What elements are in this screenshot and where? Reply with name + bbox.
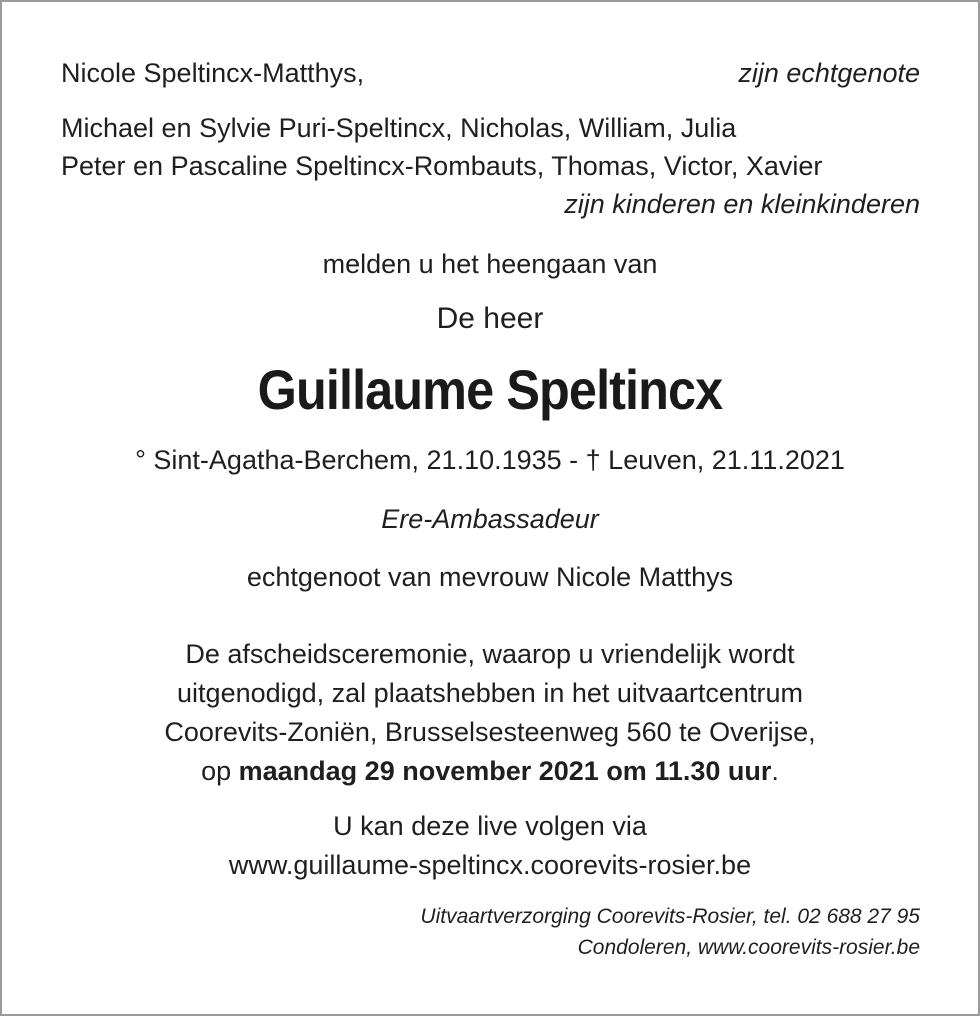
ceremony-line-3: Coorevits-Zoniën, Brusselsesteenweg 560 te Overijse, — [164, 717, 816, 747]
condolences-info: Condoleren, www.coorevits-rosier.be — [577, 936, 920, 959]
undertaker-info: Uitvaartverzorging Coorevits-Rosier, tel. 02 688 27 95 — [420, 905, 920, 928]
children-line-1: Michael en Sylvie Puri-Speltincx, Nicholas, William, Julia — [61, 113, 737, 143]
livestream-url: www.guillaume-speltincx.coorevits-rosier.be — [228, 850, 752, 880]
ceremony-date-line — [2, 754, 978, 788]
deceased-name: Guillaume Speltincx — [257, 358, 723, 421]
ceremony-date-suffix: . — [771, 756, 779, 786]
ceremony-line-2: uitgenodigd, zal plaatshebben in het uitvaartcentrum — [177, 678, 803, 708]
spouse-role: zijn echtgenote — [738, 58, 920, 88]
ceremony-date: maandag 29 november 2021 om 11.30 uur — [238, 756, 772, 786]
children-role: zijn kinderen en kleinkinderen — [564, 189, 920, 219]
children-line-2: Peter en Pascaline Speltincx-Rombauts, Thomas, Victor, Xavier — [61, 151, 823, 181]
spouse-of-text: echtgenoot van mevrouw Nicole Matthys — [246, 562, 734, 592]
ceremony-date-prefix: op — [201, 756, 239, 786]
spouse-name: Nicole Speltincx-Matthys, — [61, 58, 365, 88]
title-text: De heer — [436, 302, 544, 335]
livestream-intro: U kan deze live volgen via — [333, 811, 647, 841]
birth-death-dates: ° Sint-Agatha-Berchem, 21.10.1935 - † Leuven, 21.11.2021 — [135, 445, 845, 475]
honorific-title: Ere-Ambassadeur — [381, 504, 599, 534]
ceremony-line-1: De afscheidsceremonie, waarop u vriendelijk wordt — [185, 639, 795, 669]
intro-text: melden u het heengaan van — [322, 249, 658, 279]
